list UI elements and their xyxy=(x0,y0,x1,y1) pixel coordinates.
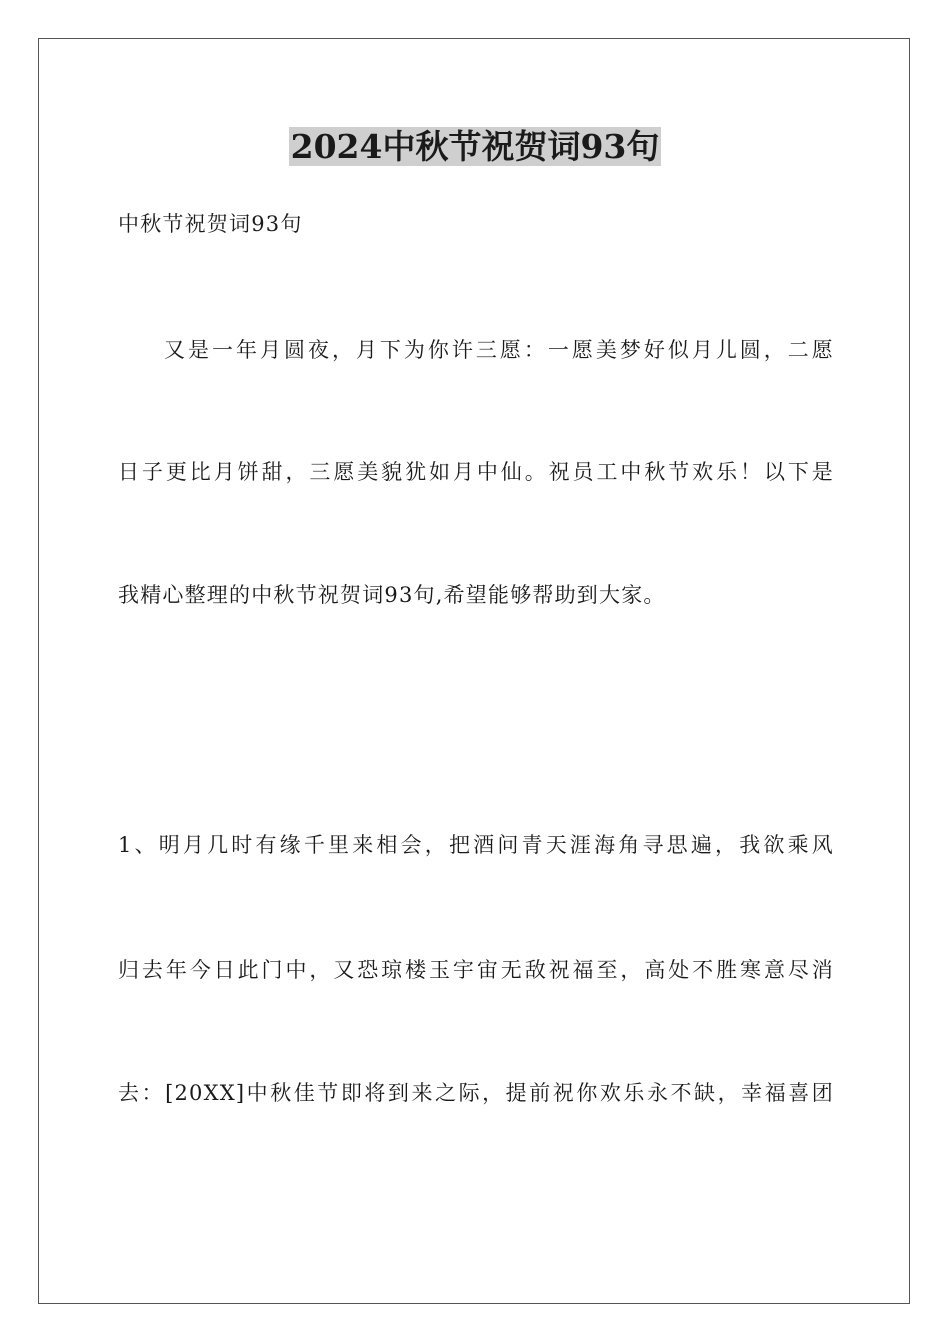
intro-line-2: 日子更比月饼甜，三愿美貌犹如月中仙。祝员工中秋节欢乐！以下是 xyxy=(118,460,834,484)
intro-line-3: 我精心整理的中秋节祝贺词93句,希望能够帮助到大家。 xyxy=(118,583,666,607)
item-1-line-3: 去：[20XX]中秋佳节即将到来之际，提前祝你欢乐永不缺，幸福喜团 xyxy=(118,1081,834,1105)
intro-line-1: 又是一年月圆夜，月下为你许三愿：一愿美梦好似月儿圆，二愿 xyxy=(164,338,834,362)
document-subtitle: 中秋节祝贺词93句 xyxy=(118,212,303,236)
document-title xyxy=(0,126,950,168)
item-1-line-2: 归去年今日此门中，又恐琼楼玉宇宙无敌祝福至，高处不胜寒意尽消 xyxy=(118,958,834,982)
document-title-text: 2024中秋节祝贺词93句 xyxy=(290,127,660,166)
item-1-line-1: 1、明月几时有缘千里来相会，把酒问青天涯海角寻思遍，我欲乘风 xyxy=(118,833,834,857)
